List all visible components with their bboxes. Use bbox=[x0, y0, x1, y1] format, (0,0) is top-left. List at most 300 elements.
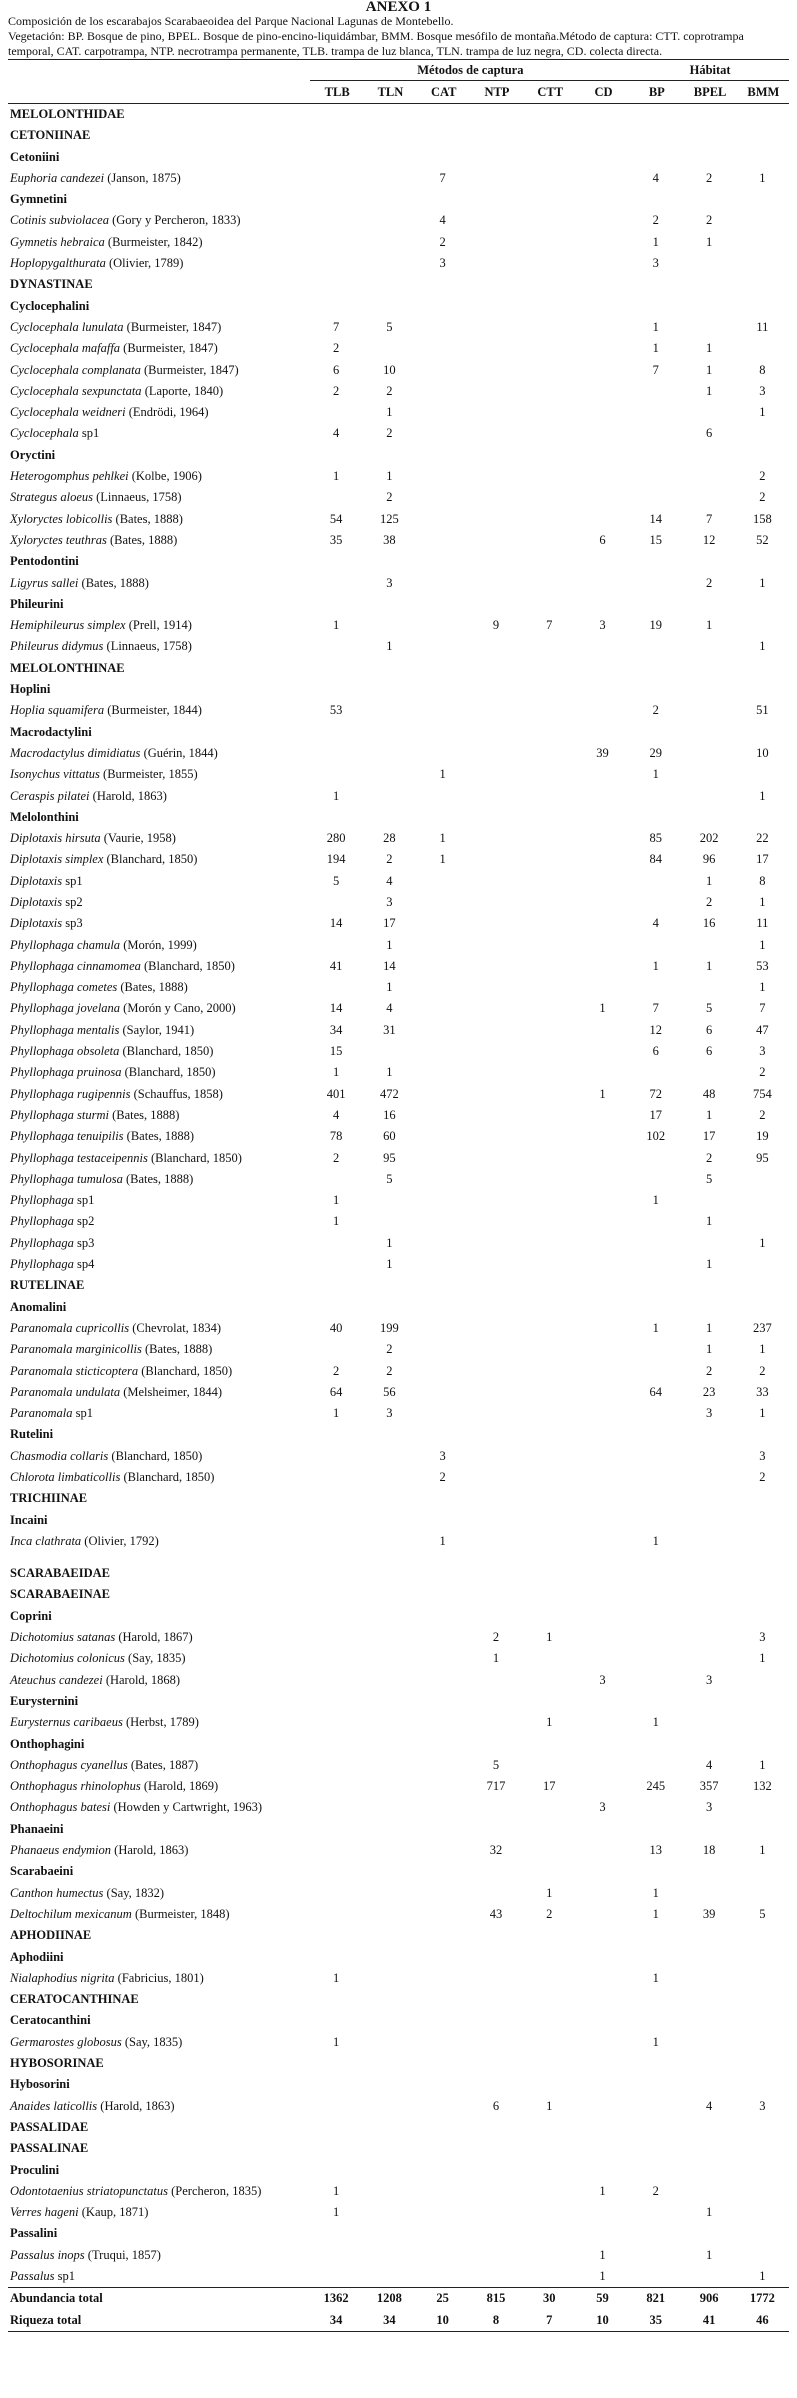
cell-tln bbox=[363, 2181, 416, 2202]
species-name-cell bbox=[8, 1254, 310, 1275]
species-author: (Bates, 1888) bbox=[112, 511, 183, 526]
species-author: sp2 bbox=[62, 894, 83, 909]
species-name: Strategus aloeus bbox=[10, 490, 93, 505]
cell-cat bbox=[416, 573, 469, 594]
cell-ctt bbox=[523, 423, 576, 444]
species-author: (Gory y Percheron, 1833) bbox=[108, 213, 241, 228]
cell-cd: 1 bbox=[599, 1086, 606, 1101]
cell-cat bbox=[416, 743, 469, 764]
cell-ntp: 43 bbox=[489, 1906, 503, 1921]
cell-ntp bbox=[469, 956, 522, 977]
cell-bp: 17 bbox=[649, 1107, 663, 1122]
species-author: (Say, 1835) bbox=[121, 2034, 183, 2049]
cell-ctt bbox=[523, 828, 576, 849]
cell-cat bbox=[416, 1840, 469, 1861]
cell-cat: 1 bbox=[439, 831, 446, 846]
cell-bpel: 4 bbox=[705, 1757, 713, 1772]
cell-bp: 1 bbox=[652, 1715, 659, 1730]
cell-bpel bbox=[682, 1648, 735, 1669]
species-name: Cyclocephala lunulata bbox=[10, 319, 124, 334]
cell-bpel: 23 bbox=[702, 1384, 716, 1399]
cell-cat bbox=[416, 1403, 469, 1424]
cell-bp: 19 bbox=[649, 618, 663, 633]
cell-bmm: 754 bbox=[752, 1086, 772, 1101]
tribe-label: Hoplini bbox=[10, 682, 51, 697]
column-header-ctt: CTT bbox=[523, 81, 576, 104]
cell-tlb: 1 bbox=[333, 1406, 340, 1421]
cell-ctt bbox=[523, 509, 576, 530]
cell-bmm: 52 bbox=[756, 532, 769, 547]
species-name-cell bbox=[8, 1318, 310, 1339]
cell-ntp: 717 bbox=[486, 1779, 506, 1794]
species-name-cell bbox=[8, 786, 310, 807]
cell-cat: 3 bbox=[439, 1448, 446, 1463]
cell-cd bbox=[576, 2032, 629, 2053]
cell-tln bbox=[363, 1627, 416, 1648]
cell-ctt bbox=[523, 381, 576, 402]
subfamily-row bbox=[8, 1925, 789, 1946]
cell-bp bbox=[629, 1755, 682, 1776]
cell-tln: 95 bbox=[383, 1150, 396, 1165]
cell-bmm: 1 bbox=[759, 980, 766, 995]
cell-tlb: 1362 bbox=[310, 2288, 363, 2310]
cell-bmm: 1 bbox=[759, 170, 766, 185]
species-name-cell bbox=[8, 317, 310, 338]
cell-bpel: 6 bbox=[705, 1022, 713, 1037]
species-author: (Burmeister, 1847) bbox=[120, 341, 218, 356]
cell-tlb: 14 bbox=[329, 1001, 343, 1016]
cell-cat bbox=[416, 317, 469, 338]
cell-bp: 1 bbox=[652, 1533, 659, 1548]
species-row bbox=[8, 338, 789, 359]
habitat-group-header: Hábitat bbox=[629, 60, 789, 81]
cell-cd bbox=[576, 1254, 629, 1275]
cell-bp: 2 bbox=[652, 2183, 659, 2198]
cell-cat bbox=[416, 338, 469, 359]
cell-tlb bbox=[310, 1670, 363, 1691]
cell-bpel: 16 bbox=[702, 916, 716, 931]
subfamily-label: SCARABAEINAE bbox=[10, 1587, 111, 1602]
cell-ntp bbox=[469, 1126, 522, 1147]
column-header-row bbox=[8, 81, 789, 104]
cell-bmm bbox=[736, 1254, 789, 1275]
species-name: Phyllophaga tumulosa bbox=[10, 1171, 123, 1186]
cell-bp: 14 bbox=[649, 511, 663, 526]
tribe-label: Anomalini bbox=[10, 1299, 67, 1314]
species-name-cell bbox=[8, 1190, 310, 1211]
cell-bpel: 2 bbox=[705, 1150, 713, 1165]
species-name-cell bbox=[8, 423, 310, 444]
cell-tln bbox=[363, 253, 416, 274]
species-author: (Harold, 1867) bbox=[115, 1630, 193, 1645]
cell-cd bbox=[576, 168, 629, 189]
species-name: Paranomala sticticoptera bbox=[10, 1363, 139, 1378]
cell-ntp: 2 bbox=[492, 1630, 500, 1645]
cell-tlb: 2 bbox=[333, 1363, 340, 1378]
cell-bmm: 1 bbox=[759, 894, 766, 909]
cell-bpel bbox=[682, 1446, 735, 1467]
cell-bp: 1 bbox=[652, 1970, 659, 1985]
cell-bmm: 95 bbox=[756, 1150, 769, 1165]
cell-ntp bbox=[469, 402, 522, 423]
cell-tlb: 194 bbox=[326, 852, 346, 867]
cell-bmm: 237 bbox=[752, 1320, 772, 1335]
cell-cd: 6 bbox=[599, 532, 606, 547]
abundance-total-row bbox=[8, 2288, 789, 2310]
cell-bpel bbox=[682, 935, 735, 956]
cell-ctt bbox=[523, 849, 576, 870]
cell-tlb bbox=[310, 1233, 363, 1254]
family-label: PASSALIDAE bbox=[10, 2119, 89, 2134]
cell-ctt bbox=[523, 466, 576, 487]
species-name-cell bbox=[8, 487, 310, 508]
subfamily-label: CERATOCANTHINAE bbox=[10, 1992, 139, 2007]
cell-cd: 10 bbox=[576, 2310, 629, 2332]
species-name-cell bbox=[8, 935, 310, 956]
tribe-row bbox=[8, 147, 789, 168]
cell-ctt bbox=[523, 1755, 576, 1776]
column-header-tln: TLN bbox=[363, 81, 416, 104]
cell-ctt bbox=[523, 1233, 576, 1254]
subfamily-row bbox=[8, 274, 789, 295]
cell-tln: 5 bbox=[386, 319, 393, 334]
cell-cd: 1 bbox=[599, 2268, 606, 2283]
cell-bpel bbox=[682, 1467, 735, 1488]
cell-bmm: 10 bbox=[756, 745, 769, 760]
species-row bbox=[8, 530, 789, 551]
species-row bbox=[8, 1126, 789, 1147]
species-name-cell bbox=[8, 573, 310, 594]
species-name-cell bbox=[8, 1755, 310, 1776]
cell-tln: 125 bbox=[380, 511, 399, 526]
species-name: Verres hageni bbox=[10, 2205, 79, 2220]
tribe-label: Rutelini bbox=[10, 1427, 54, 1442]
species-author: (Guérin, 1844) bbox=[140, 745, 218, 760]
cell-cd bbox=[576, 2096, 629, 2117]
cell-ntp bbox=[469, 892, 522, 913]
species-name: Isonychus vittatus bbox=[10, 767, 100, 782]
cell-bmm bbox=[736, 2181, 789, 2202]
cell-tlb: 1 bbox=[333, 1065, 340, 1080]
cell-bmm: 2 bbox=[759, 490, 766, 505]
cell-bmm: 3 bbox=[759, 1448, 766, 1463]
cell-cat bbox=[416, 1904, 469, 1925]
species-row bbox=[8, 168, 789, 189]
cell-bmm: 1 bbox=[759, 1651, 766, 1666]
cell-bp: 1 bbox=[652, 2034, 659, 2049]
species-author: (Bates, 1888) bbox=[78, 575, 149, 590]
species-author: sp3 bbox=[73, 1235, 95, 1250]
cell-bpel: 3 bbox=[705, 1672, 713, 1687]
species-name-cell bbox=[8, 381, 310, 402]
cell-ctt bbox=[523, 1190, 576, 1211]
cell-tlb: 34 bbox=[329, 1022, 343, 1037]
cell-bpel: 1 bbox=[705, 958, 713, 973]
cell-ntp bbox=[469, 1211, 522, 1232]
species-row bbox=[8, 1446, 789, 1467]
cell-cat bbox=[416, 466, 469, 487]
species-name: Passalus inops bbox=[10, 2247, 85, 2262]
species-name: Diplotaxis bbox=[10, 916, 63, 931]
species-name: Diplotaxis hirsuta bbox=[10, 831, 101, 846]
cell-tlb bbox=[310, 1840, 363, 1861]
species-row bbox=[8, 1105, 789, 1126]
cell-cd bbox=[576, 1883, 629, 1904]
cell-ctt bbox=[523, 360, 576, 381]
species-author: sp3 bbox=[62, 916, 83, 931]
cell-ntp bbox=[469, 828, 522, 849]
cell-bp bbox=[629, 871, 682, 892]
species-name-cell bbox=[8, 913, 310, 934]
cell-bpel bbox=[682, 1712, 735, 1733]
cell-bpel: 5 bbox=[705, 1171, 713, 1186]
cell-tlb: 14 bbox=[329, 916, 343, 931]
cell-tlb bbox=[310, 1254, 363, 1275]
cell-ntp bbox=[469, 977, 522, 998]
species-name-cell bbox=[8, 466, 310, 487]
species-author: (Linnaeus, 1758) bbox=[92, 490, 182, 505]
species-name-cell bbox=[8, 998, 310, 1019]
cell-ctt bbox=[523, 1670, 576, 1691]
cell-bp bbox=[629, 1233, 682, 1254]
cell-bp bbox=[629, 423, 682, 444]
cell-cd bbox=[576, 1755, 629, 1776]
cell-ntp bbox=[469, 2266, 522, 2288]
species-name-cell bbox=[8, 1446, 310, 1467]
species-name: Eurysternus caribaeus bbox=[10, 1715, 123, 1730]
cell-bmm: 1 bbox=[759, 937, 766, 952]
cell-ntp: 8 bbox=[469, 2310, 522, 2332]
species-name: Hemiphileurus simplex bbox=[10, 618, 126, 633]
cell-cat: 2 bbox=[439, 1470, 446, 1484]
cell-bmm bbox=[736, 2245, 789, 2266]
species-author: (Bates, 1888) bbox=[122, 1171, 194, 1186]
cell-tlb: 34 bbox=[310, 2310, 363, 2332]
species-name-cell bbox=[8, 871, 310, 892]
cell-ntp bbox=[469, 1339, 522, 1360]
species-name: Cyclocephala sexpunctata bbox=[10, 383, 142, 398]
cell-tlb: 1 bbox=[333, 2034, 340, 2049]
caption-line-1: Composición de los escarabajos Scarabaeoidea del Parque Nacional Lagunas de Montebello. bbox=[8, 14, 454, 28]
cell-bmm bbox=[736, 615, 789, 636]
cell-tln bbox=[363, 1968, 416, 1989]
cell-bp bbox=[629, 1169, 682, 1190]
tribe-row bbox=[8, 2160, 789, 2181]
species-row bbox=[8, 1233, 789, 1254]
cell-cd bbox=[576, 1627, 629, 1648]
species-name-cell bbox=[8, 1169, 310, 1190]
tribe-label: Passalini bbox=[10, 2226, 58, 2241]
cell-ctt bbox=[523, 1084, 576, 1105]
cell-cat bbox=[416, 1797, 469, 1818]
species-name: Phyllophaga chamula bbox=[10, 937, 121, 952]
cell-tln bbox=[363, 2266, 416, 2288]
species-name-cell bbox=[8, 828, 310, 849]
cell-cat: 1 bbox=[439, 1533, 446, 1548]
cell-cd bbox=[576, 1446, 629, 1467]
species-author: sp1 bbox=[62, 873, 83, 888]
cell-bmm: 2 bbox=[759, 1363, 766, 1378]
species-name: Phyllophaga obsoleta bbox=[10, 1044, 120, 1059]
cell-ctt bbox=[523, 210, 576, 231]
species-name: Xyloryctes teuthras bbox=[10, 532, 107, 547]
cell-bpel bbox=[682, 2266, 735, 2288]
cell-bmm: 22 bbox=[756, 831, 769, 846]
cell-tlb bbox=[310, 168, 363, 189]
species-name: Cyclocephala bbox=[10, 426, 79, 441]
cell-ctt: 1 bbox=[546, 1885, 553, 1900]
species-row bbox=[8, 2181, 789, 2202]
species-row bbox=[8, 1776, 789, 1797]
species-author: (Schauffus, 1858) bbox=[130, 1086, 223, 1101]
cell-ctt bbox=[523, 1797, 576, 1818]
column-header-tlb: TLB bbox=[310, 81, 363, 104]
species-name: Onthophagus rhinolophus bbox=[10, 1779, 141, 1794]
family-row bbox=[8, 1563, 789, 1584]
cell-bmm: 51 bbox=[756, 703, 769, 718]
cell-ntp bbox=[469, 871, 522, 892]
species-author: (Laporte, 1840) bbox=[141, 383, 224, 398]
cell-tln bbox=[363, 1712, 416, 1733]
cell-tlb: 1 bbox=[333, 2183, 340, 2198]
tribe-row bbox=[8, 1424, 789, 1445]
annex-page bbox=[8, 0, 789, 2332]
cell-ntp bbox=[469, 1968, 522, 1989]
species-author: (Blanchard, 1850) bbox=[119, 1044, 214, 1059]
cell-ctt bbox=[523, 2245, 576, 2266]
cell-cd bbox=[576, 253, 629, 274]
species-name-cell bbox=[8, 1020, 310, 1041]
cell-bpel: 357 bbox=[699, 1779, 719, 1794]
tribe-label: Onthophagini bbox=[10, 1736, 85, 1751]
cell-ctt bbox=[523, 1211, 576, 1232]
cell-cd bbox=[576, 1318, 629, 1339]
species-name: Phyllophaga rugipennis bbox=[10, 1086, 131, 1101]
tribe-row bbox=[8, 722, 789, 743]
species-name: Phyllophaga testaceipennis bbox=[10, 1150, 148, 1165]
cell-ctt bbox=[523, 1968, 576, 1989]
cell-ntp bbox=[469, 1233, 522, 1254]
cell-tlb bbox=[310, 636, 363, 657]
species-author: (Harold, 1863) bbox=[89, 788, 167, 803]
species-author: sp4 bbox=[73, 1257, 95, 1272]
species-row bbox=[8, 1968, 789, 1989]
cell-bp: 2 bbox=[652, 213, 659, 228]
species-name: Ligyrus sallei bbox=[10, 575, 79, 590]
column-header-cat: CAT bbox=[416, 81, 469, 104]
cell-bpel: 1 bbox=[705, 1257, 713, 1272]
family-label: MELOLONTHIDAE bbox=[10, 107, 125, 121]
cell-bmm bbox=[736, 1883, 789, 1904]
species-name-cell bbox=[8, 2245, 310, 2266]
cell-cat bbox=[416, 1062, 469, 1083]
species-name-cell bbox=[8, 2096, 310, 2117]
cell-bpel: 1 bbox=[705, 341, 713, 356]
cell-bmm: 132 bbox=[752, 1779, 772, 1794]
cell-cd bbox=[576, 1126, 629, 1147]
cell-cd bbox=[576, 636, 629, 657]
cell-ctt: 7 bbox=[523, 2310, 576, 2332]
species-row bbox=[8, 1755, 789, 1776]
species-name: Chlorota limbaticollis bbox=[10, 1470, 121, 1484]
column-header-bmm: BMM bbox=[736, 81, 789, 104]
cell-cat bbox=[416, 892, 469, 913]
cell-bpel: 906 bbox=[682, 2288, 735, 2310]
species-name-cell bbox=[8, 743, 310, 764]
cell-tln bbox=[363, 1840, 416, 1861]
tribe-label: Pentodontini bbox=[10, 554, 79, 569]
cell-cd: 3 bbox=[599, 618, 606, 633]
species-name-cell bbox=[8, 530, 310, 551]
tribe-label: Proculini bbox=[10, 2162, 60, 2177]
species-author: (Linnaeus, 1758) bbox=[103, 639, 192, 654]
tribe-row bbox=[8, 189, 789, 210]
cell-cat: 10 bbox=[416, 2310, 469, 2332]
species-name: Cyclocephala mafaffa bbox=[10, 341, 121, 356]
cell-tln bbox=[363, 2202, 416, 2223]
species-author: (Burmeister, 1847) bbox=[123, 319, 222, 334]
cell-bpel: 1 bbox=[705, 234, 713, 249]
species-name-cell bbox=[8, 360, 310, 381]
species-name-cell bbox=[8, 892, 310, 913]
cell-tln bbox=[363, 1211, 416, 1232]
cell-cat bbox=[416, 1648, 469, 1669]
cell-cd: 59 bbox=[576, 2288, 629, 2310]
cell-bpel bbox=[682, 786, 735, 807]
cell-cat bbox=[416, 1254, 469, 1275]
cell-ntp bbox=[469, 998, 522, 1019]
cell-tlb bbox=[310, 1627, 363, 1648]
cell-tlb bbox=[310, 764, 363, 785]
cell-tlb: 4 bbox=[333, 426, 340, 441]
cell-ntp bbox=[469, 2181, 522, 2202]
species-name-cell bbox=[8, 232, 310, 253]
cell-bp: 72 bbox=[649, 1086, 663, 1101]
cell-tlb bbox=[310, 1446, 363, 1467]
cell-ctt bbox=[523, 402, 576, 423]
tribe-label: Cetoniini bbox=[10, 149, 60, 164]
cell-ctt bbox=[523, 1531, 576, 1552]
species-name-cell bbox=[8, 1148, 310, 1169]
cell-bpel bbox=[682, 487, 735, 508]
species-author: (Burmeister, 1844) bbox=[104, 703, 202, 718]
species-name-cell bbox=[8, 956, 310, 977]
species-author: (Kolbe, 1906) bbox=[128, 469, 202, 484]
cell-ctt bbox=[523, 913, 576, 934]
cell-tln: 1 bbox=[386, 639, 393, 654]
cell-tln bbox=[363, 2096, 416, 2117]
species-author: (Burmeister, 1848) bbox=[131, 1906, 230, 1921]
cell-ctt bbox=[523, 1020, 576, 1041]
cell-tlb: 5 bbox=[333, 873, 340, 888]
species-row bbox=[8, 2266, 789, 2288]
tribe-row bbox=[8, 445, 789, 466]
cell-ctt bbox=[523, 1062, 576, 1083]
cell-cd bbox=[576, 1190, 629, 1211]
cell-tlb bbox=[310, 487, 363, 508]
total-label: Riqueza total bbox=[8, 2310, 310, 2332]
species-name-cell bbox=[8, 1403, 310, 1424]
cell-bpel: 12 bbox=[702, 532, 716, 547]
cell-bpel: 17 bbox=[702, 1129, 716, 1144]
species-row bbox=[8, 1318, 789, 1339]
cell-cd bbox=[576, 892, 629, 913]
species-row bbox=[8, 466, 789, 487]
cell-ntp bbox=[469, 210, 522, 231]
cell-tlb bbox=[310, 2245, 363, 2266]
cell-bpel bbox=[682, 636, 735, 657]
cell-ntp bbox=[469, 2032, 522, 2053]
